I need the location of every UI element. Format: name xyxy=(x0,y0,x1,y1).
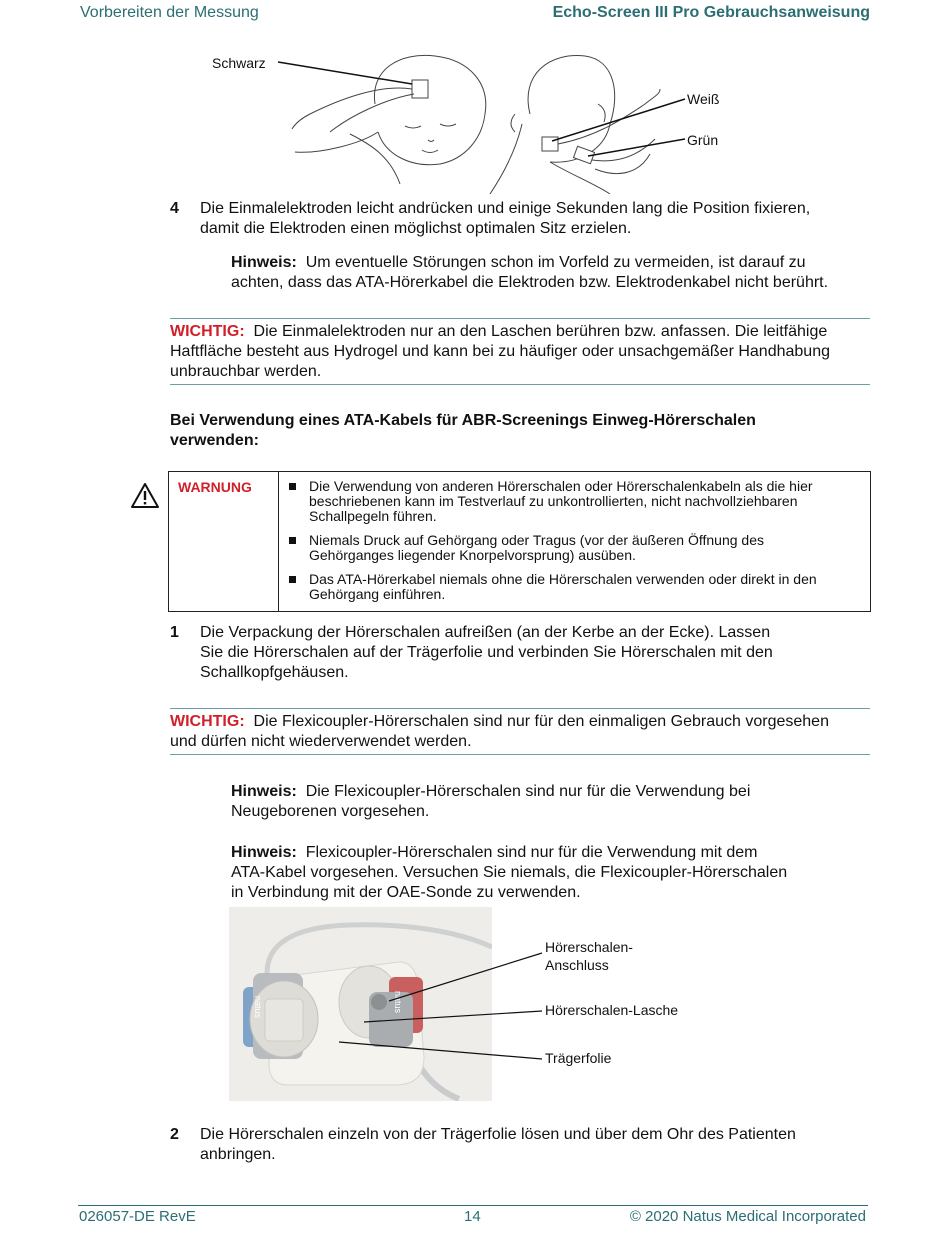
bullet-icon xyxy=(289,483,296,490)
important-keyword: WICHTIG: xyxy=(170,713,245,730)
bullet-icon xyxy=(289,576,296,583)
label-line: Anschluss xyxy=(545,957,609,973)
warning-text-line: Die Verwendung von anderen Hörerschalen oder Hörerschalenkabeln als die hier xyxy=(309,478,813,494)
warning-items-cell xyxy=(279,472,871,612)
note-text-line: Flexicoupler-Hörerschalen sind nur für die Verwendung mit dem xyxy=(305,844,758,861)
label-line: Hörerschalen- xyxy=(545,939,633,955)
infant-illustration xyxy=(200,44,760,194)
note-text-line: Um eventuelle Störungen schon im Vorfeld zu vermeiden, ist darauf zu xyxy=(305,254,806,271)
label-carrier-foil: Trägerfolie xyxy=(545,1050,612,1066)
note-keyword: Hinweis: xyxy=(231,844,297,861)
note-text-line: ATA-Kabel vorgesehen. Versuchen Sie niemals, die Flexicoupler-Hörerschalen xyxy=(231,864,788,881)
note-text-line: achten, dass das ATA-Hörerkabel die Elektroden bzw. Elektrodenkabel nicht berührt. xyxy=(231,274,829,291)
step-number: 1 xyxy=(170,624,179,641)
step-2 xyxy=(170,1125,870,1165)
label-coupler-tab: Hörerschalen-Lasche xyxy=(545,1002,679,1018)
running-header-title: Echo-Screen III Pro Gebrauchsanweisung xyxy=(552,4,870,21)
warning-text-line: Niemals Druck auf Gehörgang oder Tragus (vor der äußeren Öffnung des xyxy=(309,532,764,548)
step-number: 4 xyxy=(170,200,179,217)
important-text-line: Haftfläche besteht aus Hydrogel und kann bei zu häufiger oder unsachgemäßer Handhabung xyxy=(170,343,830,360)
bullet-icon xyxy=(289,537,296,544)
note-text-line: in Verbindung mit der OAE-Sonde zu verwenden. xyxy=(231,884,581,901)
note-text-line: Neugeborenen vorgesehen. xyxy=(231,803,430,820)
important-text-line: unbrauchbar werden. xyxy=(170,363,322,380)
running-header-section: Vorbereiten der Messung xyxy=(80,4,259,21)
note-keyword: Hinweis: xyxy=(231,254,297,271)
label-coupler-connector xyxy=(545,938,633,974)
step-4 xyxy=(170,199,870,239)
warning-triangle-icon xyxy=(130,482,160,510)
footer-divider xyxy=(78,1205,868,1206)
brand-label-right: natus xyxy=(393,990,404,1014)
note-text-line: Die Flexicoupler-Hörerschalen sind nur für die Verwendung bei xyxy=(305,783,751,800)
footer-copyright: © 2020 Natus Medical Incorporated xyxy=(629,1208,866,1225)
page-number: 14 xyxy=(464,1208,481,1225)
note-1 xyxy=(231,253,871,293)
heading-line: verwenden: xyxy=(170,432,259,449)
step-text-line: anbringen. xyxy=(200,1146,276,1163)
note-2 xyxy=(231,782,871,822)
warning-text-line: Schallpegeln führen. xyxy=(309,508,437,524)
step-number: 2 xyxy=(170,1126,179,1143)
step-text-line: Sie die Hörerschalen auf der Trägerfolie und verbinden Sie Hörerschalen mit den xyxy=(200,644,773,661)
electrode-placement-figure xyxy=(200,44,760,194)
important-box-2 xyxy=(170,708,870,755)
warning-keyword-cell xyxy=(169,472,279,612)
label-white: Weiß xyxy=(687,91,720,107)
important-text-line: und dürfen nicht wiederverwendet werden. xyxy=(170,733,472,750)
footer-doc-number: 026057-DE RevE xyxy=(79,1208,196,1225)
step-text-line: Die Hörerschalen einzeln von der Trägerfolie lösen und über dem Ohr des Patienten xyxy=(200,1126,796,1143)
warning-text-line: Gehörganges liegender Knorpelvorsprung) ausüben. xyxy=(309,547,636,563)
warning-text-line: Das ATA-Hörerkabel niemals ohne die Hörerschalen verwenden oder direkt in den xyxy=(309,571,817,587)
warning-item xyxy=(279,533,862,563)
brand-label-left: natus xyxy=(253,995,264,1019)
section-heading xyxy=(170,411,870,451)
step-text-line: damit die Elektroden einen möglichst optimalen Sitz erzielen. xyxy=(200,220,632,237)
step-1 xyxy=(170,623,870,683)
note-3 xyxy=(231,843,871,903)
step-text-line: Schallkopfgehäusen. xyxy=(200,664,349,681)
label-green: Grün xyxy=(687,132,719,148)
warning-text-line: beschriebenen kann im Testverlauf zu unkontrollierten, nicht nachvollziehbaren xyxy=(309,493,798,509)
important-keyword: WICHTIG: xyxy=(170,323,245,340)
important-text-line: Die Flexicoupler-Hörerschalen sind nur für den einmaligen Gebrauch vorgesehen xyxy=(253,713,829,730)
step-text-line: Die Verpackung der Hörerschalen aufreißen (an der Kerbe an der Ecke). Lassen xyxy=(200,624,771,641)
warning-keyword: WARNUNG xyxy=(178,479,252,495)
label-black: Schwarz xyxy=(212,55,266,71)
warning-table xyxy=(168,471,871,612)
step-text-line: Die Einmalelektroden leicht andrücken und einige Sekunden lang die Position fixieren, xyxy=(200,200,811,217)
warning-item xyxy=(279,572,862,602)
warning-text-line: Gehörgang einführen. xyxy=(309,586,446,602)
note-keyword: Hinweis: xyxy=(231,783,297,800)
important-box-1 xyxy=(170,318,870,385)
important-text-line: Die Einmalelektroden nur an den Laschen berühren bzw. anfassen. Die leitfähige xyxy=(253,323,828,340)
figure2-leader-lines xyxy=(229,907,549,1101)
heading-line: Bei Verwendung eines ATA-Kabels für ABR-Screenings Einweg-Hörerschalen xyxy=(170,412,756,429)
warning-item xyxy=(279,479,862,524)
